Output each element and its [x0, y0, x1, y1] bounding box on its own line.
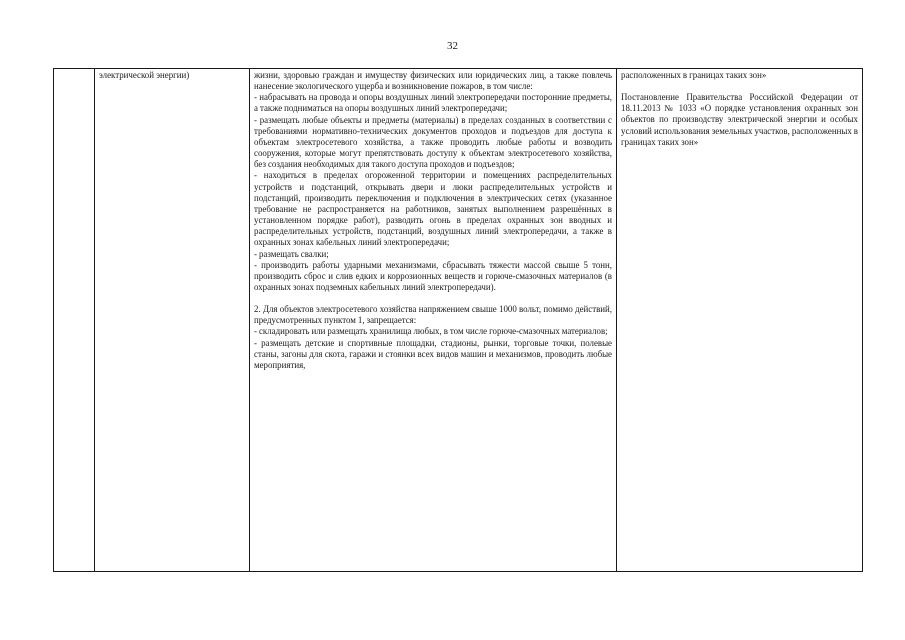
page-number: 32 [447, 40, 458, 52]
document-table [53, 68, 863, 572]
cell-index [54, 69, 95, 572]
legal-basis-decree: Постановление Правительства Российской Федерации от 18.11.2013 № 1033 «О порядке установления охранных зон объектов по производству электрической энергии и особых условий использования земельных участков, расположенных в границах таких зон» [621, 92, 858, 147]
restriction-item: - размещать детские и спортивные площадки, стадионы, рынки, торговые точки, полевые станы, загоны для скота, гаражи и стоянки всех видов машин и механизмов, проводить любые мероприятия, [254, 337, 612, 370]
cell-object-type [95, 69, 250, 572]
legal-basis-line: расположенных в границах таких зон» [621, 70, 767, 80]
restriction-item: - производить работы ударными механизмами, сбрасывать тяжести массой свыше 5 тонн, производить сброс и слив едких и коррозионных веществ и горюче-смазочных материалов (в охранных зонах подземных кабельных линий электропередачи). [254, 259, 612, 292]
cell-restrictions [250, 69, 617, 572]
cell-legal-basis [617, 69, 863, 572]
restrictions-intro: жизни, здоровью граждан и имуществу физических или юридических лиц, а также повлечь нанесение экологического ущерба и возникновение пожаров, в том числе: [254, 70, 612, 92]
restrictions-point-2: 2. Для объектов электросетевого хозяйства напряжением свыше 1000 вольт, помимо действий, предусмотренных пунктом 1, запрещается: [254, 304, 612, 326]
restriction-item: - размещать свалки; [254, 248, 329, 259]
restriction-item: - находиться в пределах огороженной территории и помещениях распределительных устройств и подстанций, открывать двери и люки распределительных устройств и подстанций, производить переключения и подключения в электрических сетях (указанное требование не распространяется на работников, занятых выполнением разрешённых в установленном порядке работ), разводить огонь в пределах охранных зон вводных и распределительных устройств, подстанций, воздушных линий электропередачи, а также в охранных зонах кабельных линий электропередачи; [254, 170, 612, 248]
restriction-item: - набрасывать на провода и опоры воздушных линий электропередачи посторонние предметы, а также подниматься на опоры воздушных линий электропередачи; [254, 92, 612, 114]
restriction-item: - складировать или размещать хранилища любых, в том числе горюче-смазочных материалов; [254, 326, 608, 337]
object-type-text: электрической энергии) [99, 70, 190, 80]
restriction-item: - размещать любые объекты и предметы (материалы) в пределах созданных в соответствии с требованиями нормативно-технических документов проходов и подъездов для доступа к объектам электросетевого хозяйства, а также проводить любые работы и возводить сооружения, которые могут препятствовать доступу к объектам электросетевого хозяйства, без создания необходимых для такого доступа проходов и подъездов; [254, 114, 612, 170]
table-row [54, 69, 863, 572]
